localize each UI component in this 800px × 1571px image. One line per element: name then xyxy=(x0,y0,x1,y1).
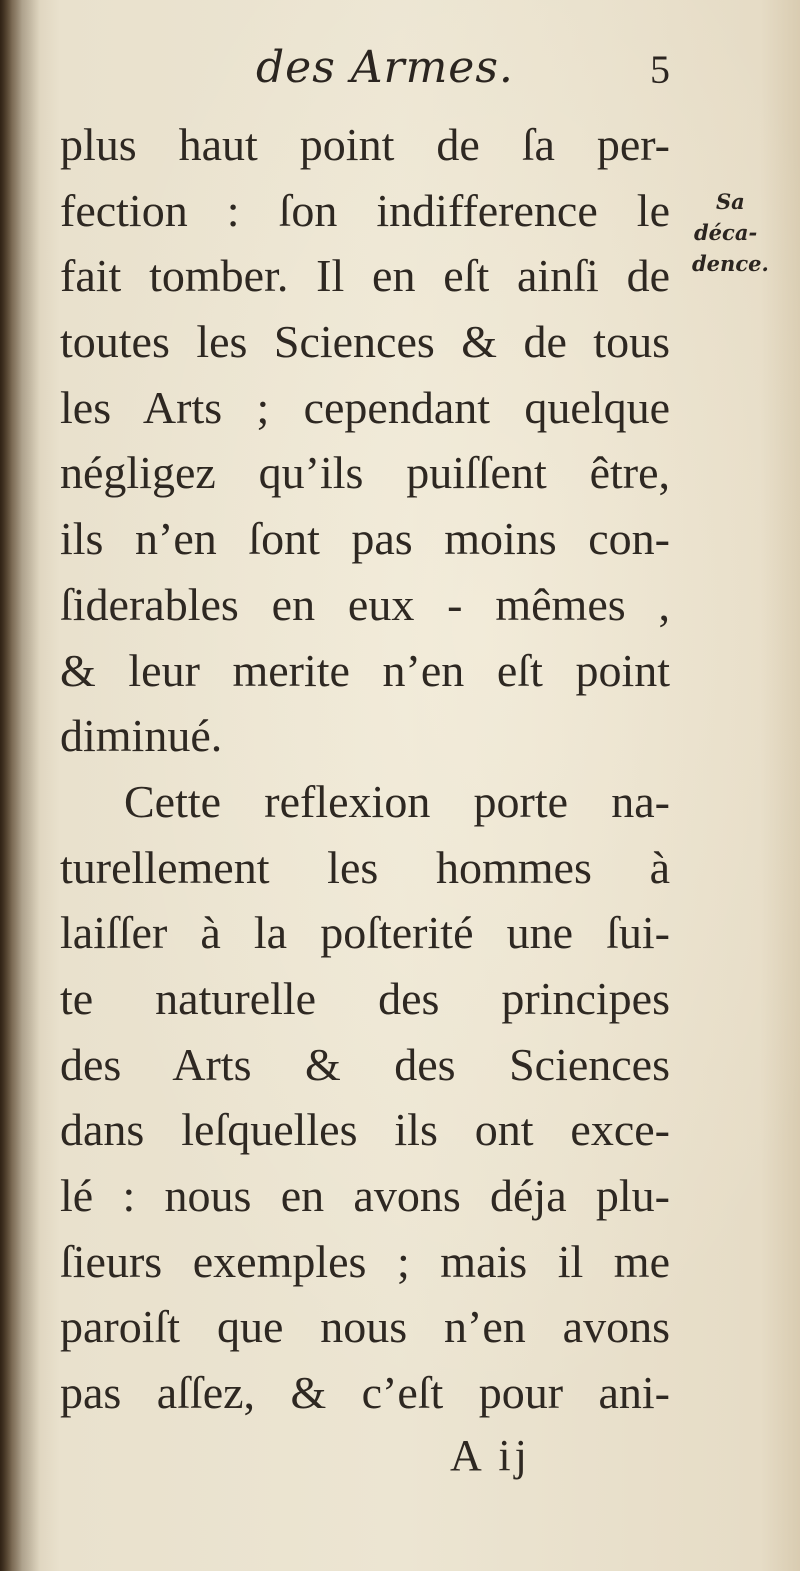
text-line: dans leſquelles ils ont exce- xyxy=(60,1104,670,1156)
text-line: te naturelle des principes xyxy=(60,972,670,1024)
text-line: lé : nous en avons déja plu- xyxy=(60,1170,670,1221)
page-number: 5 xyxy=(650,47,670,92)
marginal-note-line: déca- xyxy=(694,220,758,245)
text-line: Cette reflexion porte na- xyxy=(124,775,670,827)
marginal-note-line: dence. xyxy=(692,251,769,276)
text-line: plus haut point de ſa per- xyxy=(60,119,670,170)
binding-shadow xyxy=(0,0,40,1571)
text-line: laiſſer à la poſterité une ſui- xyxy=(60,907,670,959)
text-line: pas aſſez, & c’eſt pour ani- xyxy=(60,1367,670,1419)
signature-mark: A ij xyxy=(450,1431,531,1480)
text-line: diminué. xyxy=(60,710,223,762)
running-head: des Armes. xyxy=(256,42,514,93)
text-line: fection : ſon indifference le xyxy=(60,184,670,236)
page-header xyxy=(60,42,670,102)
text-line: turellement les hommes à xyxy=(60,841,670,893)
marginal-note xyxy=(686,186,786,279)
text-line: les Arts ; cependant quelque xyxy=(60,381,670,433)
text-line: ſiderables en eux - mêmes , xyxy=(60,578,670,630)
text-line: fait tomber. Il en eſt ainſi de xyxy=(60,250,670,302)
body-text xyxy=(60,112,670,1426)
text-line: & leur merite n’en eſt point xyxy=(60,644,670,696)
text-line: toutes les Sciences & de tous xyxy=(60,316,670,368)
marginal-note-line: Sa xyxy=(716,189,745,214)
text-line: ſieurs exemples ; mais il me xyxy=(60,1235,670,1287)
text-line: ils n’en ſont pas moins con- xyxy=(60,513,670,565)
text-line: paroiſt que nous n’en avons xyxy=(60,1301,670,1353)
text-line: négligez qu’ils puiſſent être, xyxy=(60,447,670,499)
text-line: des Arts & des Sciences xyxy=(60,1038,670,1090)
